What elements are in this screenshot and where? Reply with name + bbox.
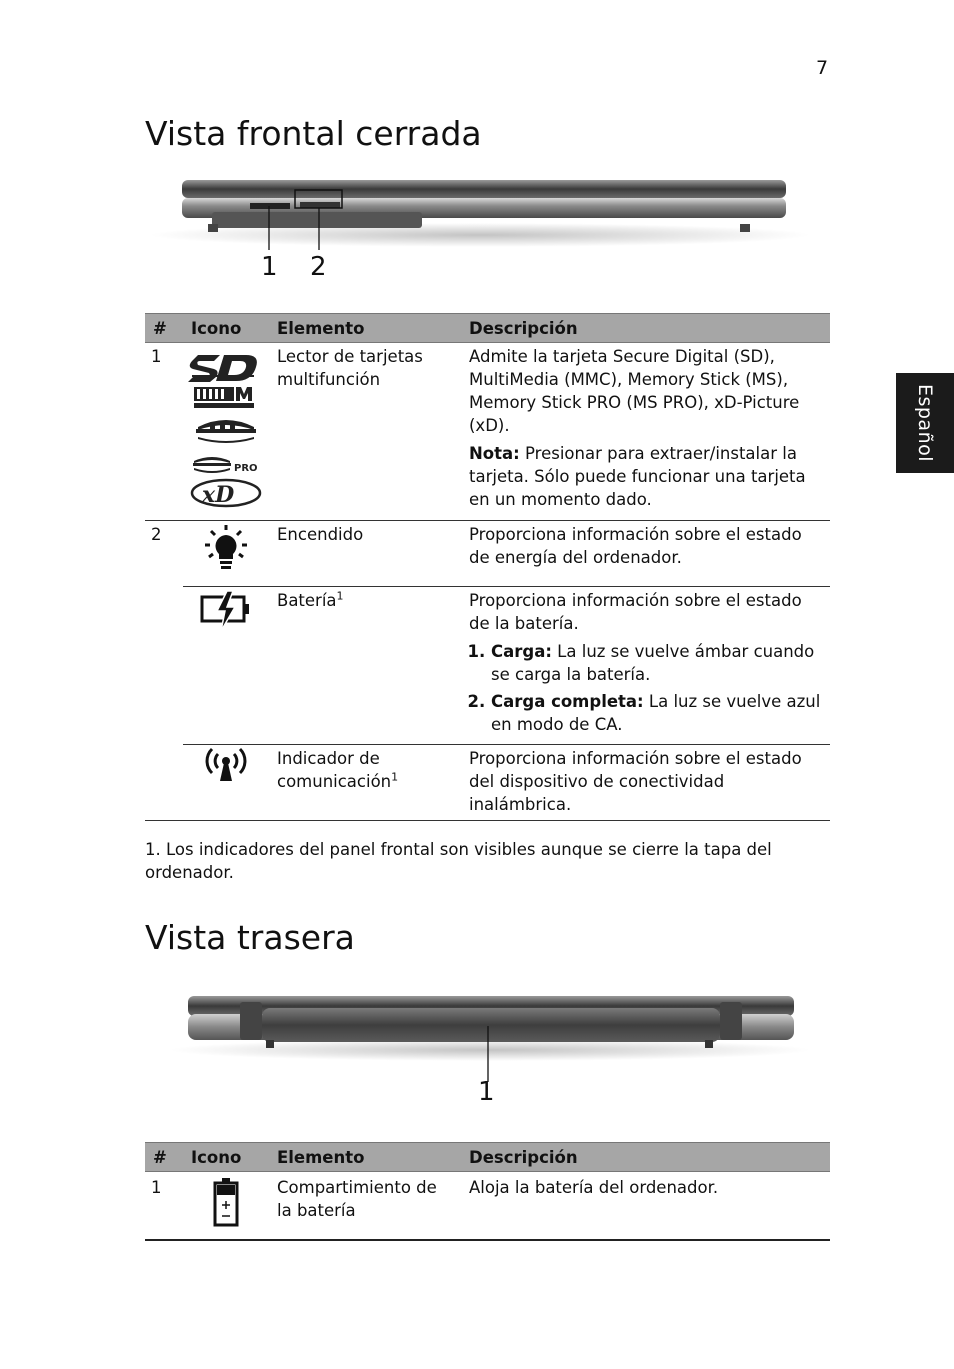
- memory-stick-icon: [196, 420, 256, 443]
- rear-view-title: Vista trasera: [145, 918, 355, 957]
- svg-text:xD: xD: [202, 482, 235, 508]
- element-name: Encendido: [269, 521, 461, 587]
- page-number: 7: [816, 57, 829, 79]
- row-number: [145, 587, 183, 745]
- row-number: [145, 745, 183, 821]
- list-item: 2. Carga completa: La luz se vuelve azul en modo de CA.: [491, 690, 824, 736]
- language-tab-label: Español: [914, 383, 936, 463]
- front-components-table: [145, 313, 830, 821]
- footnote-ref: 1: [391, 770, 399, 784]
- element-description: Proporciona información sobre el estado de energía del ordenador.: [461, 521, 830, 587]
- note-text: Presionar para extraer/instalar la tarjeta. Sólo puede funcionar una tarjeta en un momento dado.: [469, 444, 806, 509]
- language-tab: [896, 373, 954, 473]
- footnote: 1. Los indicadores del panel frontal son visibles aunque se cierre la tapa del ordenador.: [145, 840, 772, 882]
- table-row: [145, 521, 830, 587]
- rear-callout-1: 1: [478, 1077, 495, 1107]
- column-header-description: Descripción: [461, 314, 830, 343]
- column-header-element: Elemento: [269, 1143, 461, 1172]
- description-text: Proporciona información sobre el estado de la batería.: [469, 591, 802, 633]
- status-steps: [469, 640, 824, 736]
- power-light-icon: [199, 523, 253, 575]
- table-row: [145, 343, 830, 521]
- column-header-description: Descripción: [461, 1143, 830, 1172]
- list-item: 1. Carga: La luz se vuelve ámbar cuando se carga la batería.: [491, 640, 824, 686]
- element-name: Indicador de comunicación$^1$: [269, 745, 461, 821]
- memory-stick-pro-icon: [193, 457, 258, 474]
- row-number: 1: [151, 1178, 162, 1197]
- column-header-number: #: [145, 314, 183, 343]
- note-paragraph: [469, 442, 824, 511]
- battery-icon: [211, 1176, 241, 1228]
- column-header-number: #: [145, 1143, 183, 1172]
- battery-charge-icon: [197, 589, 255, 633]
- table-bottom-rule: [145, 821, 830, 822]
- card-reader-icons: [183, 343, 269, 521]
- table-row: [145, 745, 830, 821]
- row-number: 1: [151, 347, 162, 366]
- table-row: [145, 587, 830, 745]
- element-name: Batería$^1$: [269, 587, 461, 745]
- footnote-ref: 1: [336, 589, 344, 603]
- description-text: Admite la tarjeta Secure Digital (SD), MultiMedia (MMC), Memory Stick (MS), Memory Stick PRO (MS PRO), xD-Picture (xD).: [469, 347, 800, 435]
- note-label: Nota:: [469, 444, 520, 463]
- element-name: Lector de tarjetas multifunción: [277, 347, 423, 389]
- element-description: Proporciona información sobre el estado del dispositivo de conectividad inalámbrica.: [461, 745, 830, 821]
- front-callout-2: 2: [310, 252, 327, 282]
- svg-text:PRO: PRO: [234, 463, 258, 474]
- front-view-title: Vista frontal cerrada: [145, 114, 482, 153]
- element-description: Aloja la batería del ordenador.: [469, 1178, 719, 1197]
- element-description: [461, 343, 830, 521]
- sd-card-icon: [188, 355, 257, 382]
- rear-components-table: [145, 1142, 830, 1241]
- laptop-front-illustration: [150, 170, 820, 290]
- front-callout-1: 1: [261, 252, 278, 282]
- wireless-icon: [201, 747, 251, 787]
- element-name: Compartimiento de la batería: [277, 1178, 437, 1220]
- column-header-element: Elemento: [269, 314, 461, 343]
- row-number: 2: [145, 521, 183, 587]
- table-bottom-rule: [145, 1240, 830, 1241]
- multimediacard-icon: [194, 387, 254, 408]
- element-description: [461, 587, 830, 745]
- column-header-icon: Icono: [183, 1143, 269, 1172]
- column-header-icon: Icono: [183, 314, 269, 343]
- xd-picture-icon: [192, 480, 260, 508]
- table-row: [145, 1172, 830, 1240]
